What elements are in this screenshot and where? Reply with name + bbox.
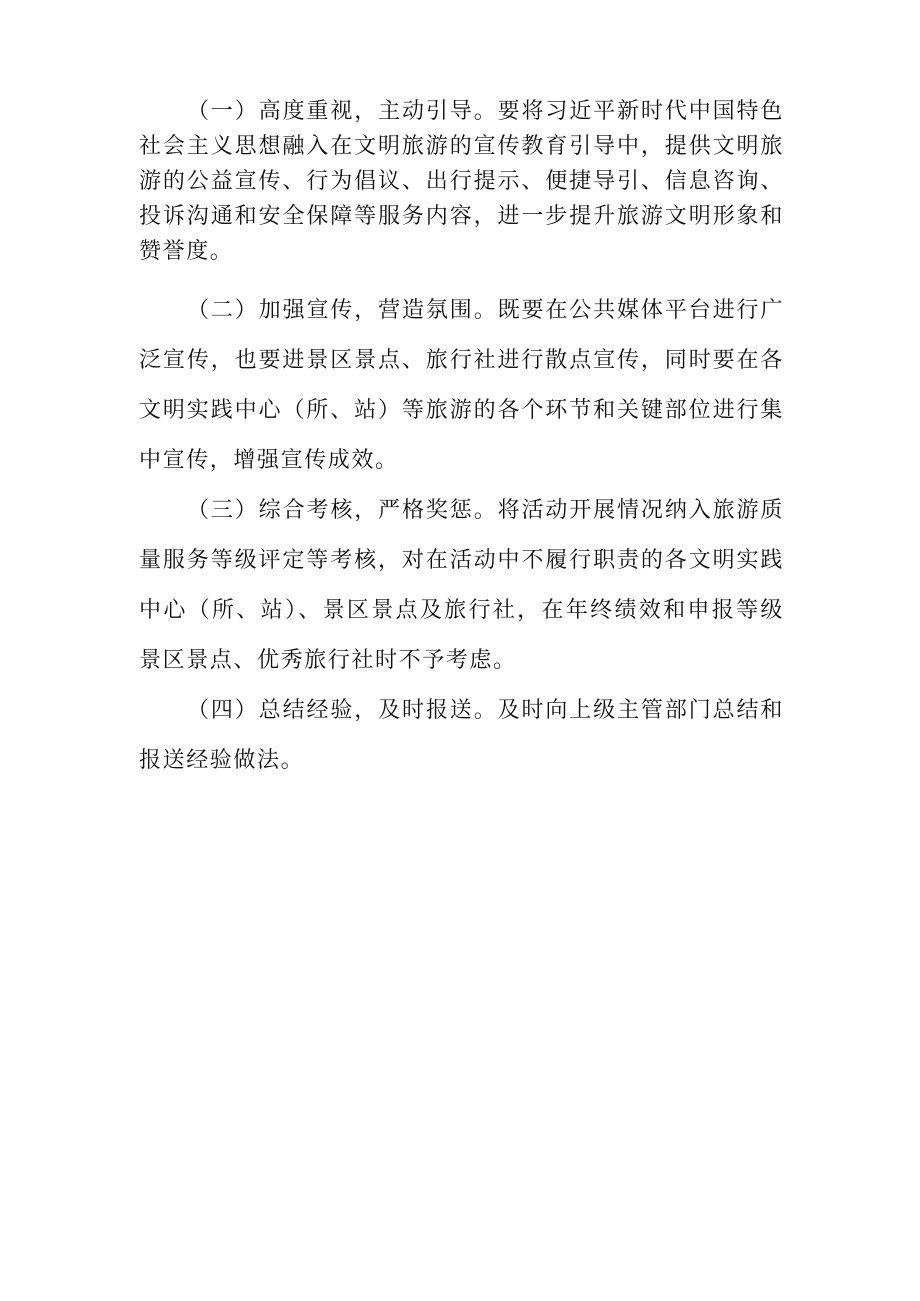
document-body — [139, 94, 784, 786]
paragraph-2: （二）加强宣传，营造氛围。既要在公共媒体平台进行广泛宣传，也要进景区景点、旅行社进行散点宣传，同时要在各文明实践中心（所、站）等旅游的各个环节和关键部位进行集中宣传，增强宣传成效。 — [139, 298, 784, 473]
paragraph-4: （四）总结经验，及时报送。及时向上级主管部门总结和报送经验做法。 — [139, 698, 784, 773]
paragraph-3: （三）综合考核，严格奖惩。将活动开展情况纳入旅游质量服务等级评定等考核，对在活动中不履行职责的各文明实践中心（所、站）、景区景点及旅行社，在年终绩效和申报等级景区景点、优秀旅行社时不予考虑。 — [139, 498, 784, 673]
paragraph-1: （一）高度重视，主动引导。要将习近平新时代中国特色社会主义思想融入在文明旅游的宣传教育引导中，提供文明旅游的公益宣传、行为倡议、出行提示、便捷导引、信息咨询、投诉沟通和安全保障等服务内容，进一步提升旅游文明形象和赞誉度。 — [139, 99, 784, 264]
